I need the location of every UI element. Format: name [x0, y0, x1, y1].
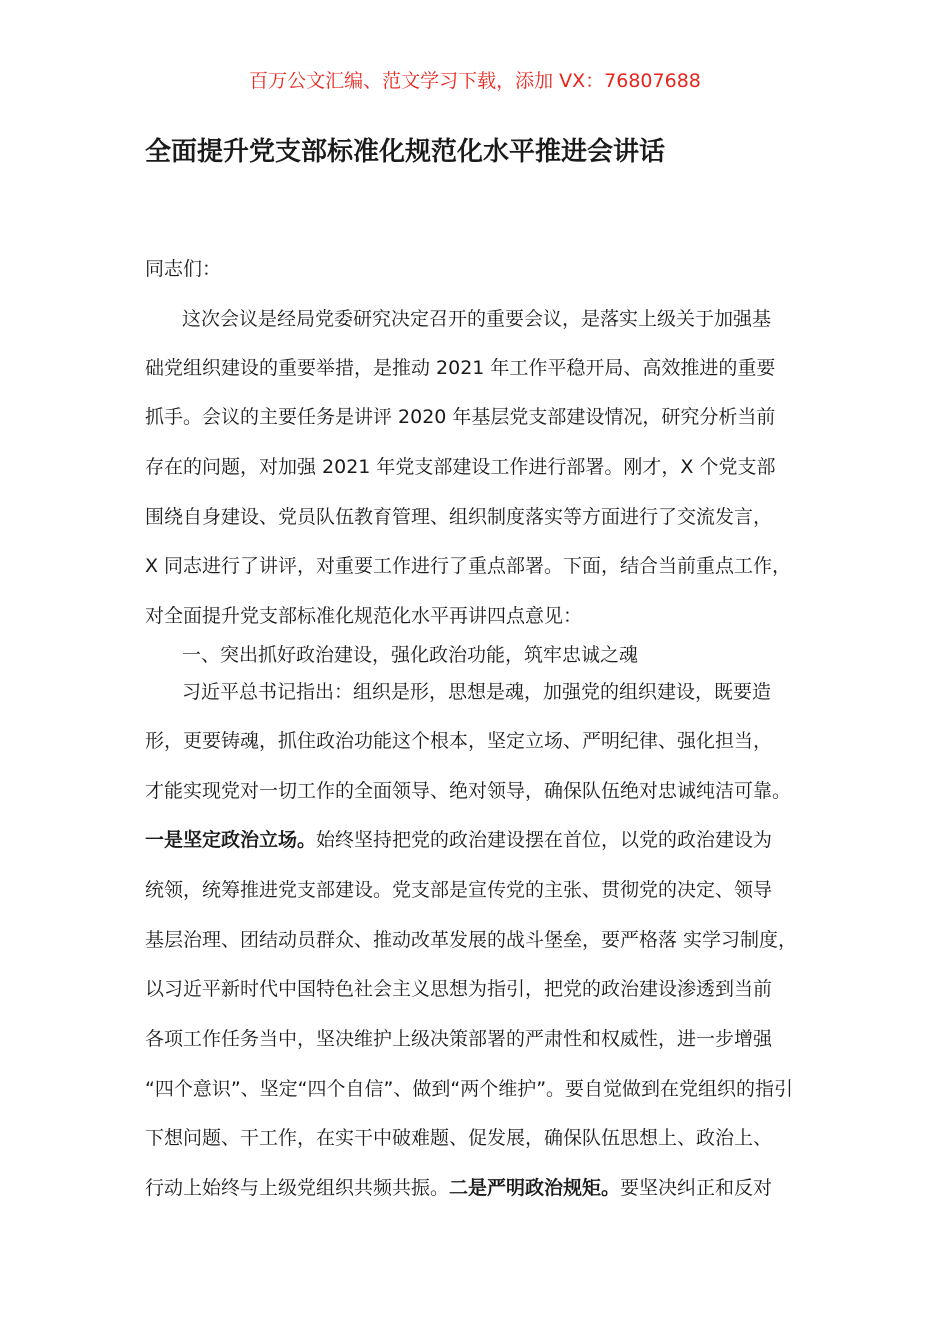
- body-line: 各项工作任务当中，坚决维护上级决策部署的严肃性和权威性，进一步增强: [145, 1028, 773, 1050]
- body-line: [145, 825, 772, 855]
- body-line: 习近平总书记指出：组织是形，思想是魂，加强党的组织建设，既要造: [182, 681, 772, 703]
- header-note: 百万公文汇编、范文学习下载，添加 VX：76807688: [249, 70, 701, 92]
- body-line: X 同志进行了讲评，对重要工作进行了重点部署。下面，结合当前重点工作，: [145, 555, 792, 577]
- body-line: 下想问题、干工作，在实干中破难题、促发展，确保队伍思想上、政治上、: [145, 1127, 773, 1149]
- body-line: 以习近平新时代中国特色社会主义思想为指引，把党的政治建设渗透到当前: [145, 978, 773, 1000]
- document-title: 全面提升党支部标准化规范化水平推进会讲话: [145, 137, 666, 167]
- line-text: 行动上始终与上级党组织共频共振。: [145, 1177, 450, 1199]
- body-line: 围绕自身建设、党员队伍教育管理、组织制度落实等方面进行了交流发言，: [145, 506, 773, 528]
- line-text: 始终坚持把党的政治建设摆在首位，以党的政治建设为: [316, 829, 773, 851]
- bold-lead-phrase: 一是坚定政治立场。: [145, 829, 317, 851]
- body-line: 存在的问题，对加强 2021 年党支部建设工作进行部署。刚才，X 个党支部: [145, 456, 776, 478]
- bold-lead-phrase: 二是严明政治规矩。: [449, 1177, 621, 1199]
- body-line: [145, 1173, 772, 1203]
- body-line: “四个意识”、坚定“四个自信”、做到“两个维护”。要自觉做到在党组织的指引: [145, 1078, 794, 1100]
- salutation: 同志们：: [145, 258, 222, 280]
- body-line: 形，更要铸魂，抓住政治功能这个根本，坚定立场、严明纪律、强化担当，: [145, 730, 773, 752]
- body-line: 基层治理、团结动员群众、推动改革发展的战斗堡垒，要严格落 实学习制度，: [145, 929, 798, 951]
- body-line: 这次会议是经局党委研究决定召开的重要会议，是落实上级关于加强基: [182, 308, 772, 330]
- body-line: 对全面提升党支部标准化规范化水平再讲四点意见：: [145, 605, 583, 627]
- body-line: 统领，统筹推进党支部建设。党支部是宣传党的主张、贯彻党的决定、领导: [145, 879, 773, 901]
- body-line: 抓手。会议的主要任务是讲评 2020 年基层党支部建设情况，研究分析当前: [145, 406, 776, 428]
- section-heading: 一、突出抓好政治建设，强化政治功能，筑牢忠诚之魂: [182, 644, 639, 666]
- body-line: 才能实现党对一切工作的全面领导、绝对领导，确保队伍绝对忠诚纯洁可靠。: [145, 780, 792, 802]
- body-line: 础党组织建设的重要举措，是推动 2021 年工作平稳开局、高效推进的重要: [145, 357, 776, 379]
- line-text: 要坚决纠正和反对: [620, 1177, 773, 1199]
